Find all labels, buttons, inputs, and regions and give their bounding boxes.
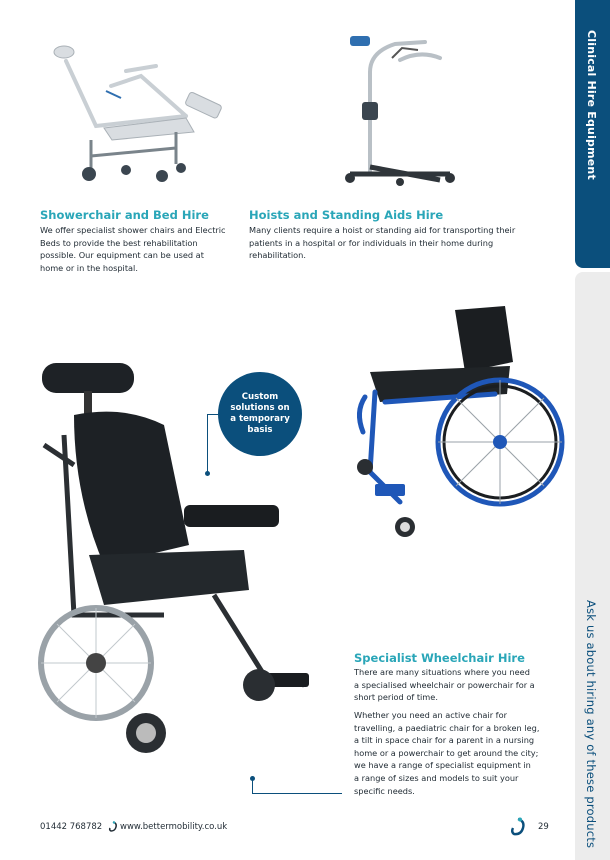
shower-heading: Showerchair and Bed Hire: [40, 208, 209, 222]
page-number: 29: [538, 822, 549, 832]
wheelchair-line: travelling, a paediatric chair for a broken leg,: [354, 722, 540, 733]
wheelchair-line: home or a powerchair to get around the city;: [354, 747, 539, 758]
shower-body-line: Beds to provide the best rehabilitation: [40, 237, 198, 248]
shower-body-line: possible. Our equipment can be used at: [40, 250, 204, 261]
footer-phone: 01442 768782: [40, 822, 103, 832]
hoists-heading: Hoists and Standing Aids Hire: [249, 208, 444, 222]
wheelchair-line: a range of sizes and models to suit your: [354, 772, 519, 783]
wheelchair-para2: [354, 709, 554, 797]
wheelchair-line: short period of time.: [354, 692, 438, 703]
logo-swirl-icon: [510, 817, 526, 837]
shower-body-line: home or in the hospital.: [40, 262, 138, 273]
callout-text: Custom solutions on a temporary basis: [230, 392, 290, 435]
hoists-body-line: Many clients require a hoist or standing aid for transporting their: [249, 225, 516, 235]
connector-line: [252, 793, 342, 794]
shower-body: [40, 224, 240, 274]
logo-swirl-icon: [108, 821, 118, 833]
wheelchair-para1: [354, 666, 554, 704]
callout-dot: [205, 471, 210, 476]
hoist-image: [340, 32, 460, 192]
side-tab-top-label: Clinical Hire Equipment: [585, 30, 598, 180]
wheelchair-line: specific needs.: [354, 785, 415, 796]
wheelchair-line: we have a range of specialist equipment in: [354, 760, 531, 771]
footer-website-link[interactable]: www.bettermobility.co.uk: [120, 822, 228, 832]
wheelchair-line: There are many situations where you need: [354, 667, 530, 677]
side-tab-bottom-label: Ask us about hiring any of these products: [584, 600, 598, 849]
callout-line: [207, 414, 219, 415]
active-wheelchair-image: [345, 302, 570, 547]
shower-body-line: We offer specialist shower chairs and Electric: [40, 225, 226, 235]
wheelchair-line: Whether you need an active chair for: [354, 710, 507, 720]
hoists-body-line: rehabilitation.: [249, 250, 306, 261]
shower-chair-image: [36, 36, 236, 186]
wheelchair-heading: Specialist Wheelchair Hire: [354, 651, 525, 665]
hoists-body-line: patients in a hospital or for individuals in their home during: [249, 237, 494, 248]
wheelchair-line: a tilt in space chair for a parent in a nursing: [354, 735, 535, 746]
callout-circle: [218, 372, 302, 456]
wheelchair-line: a specialised wheelchair or powerchair for a: [354, 679, 535, 690]
connector-line: [252, 778, 253, 793]
hoists-body: [249, 224, 539, 262]
callout-line: [207, 414, 208, 474]
